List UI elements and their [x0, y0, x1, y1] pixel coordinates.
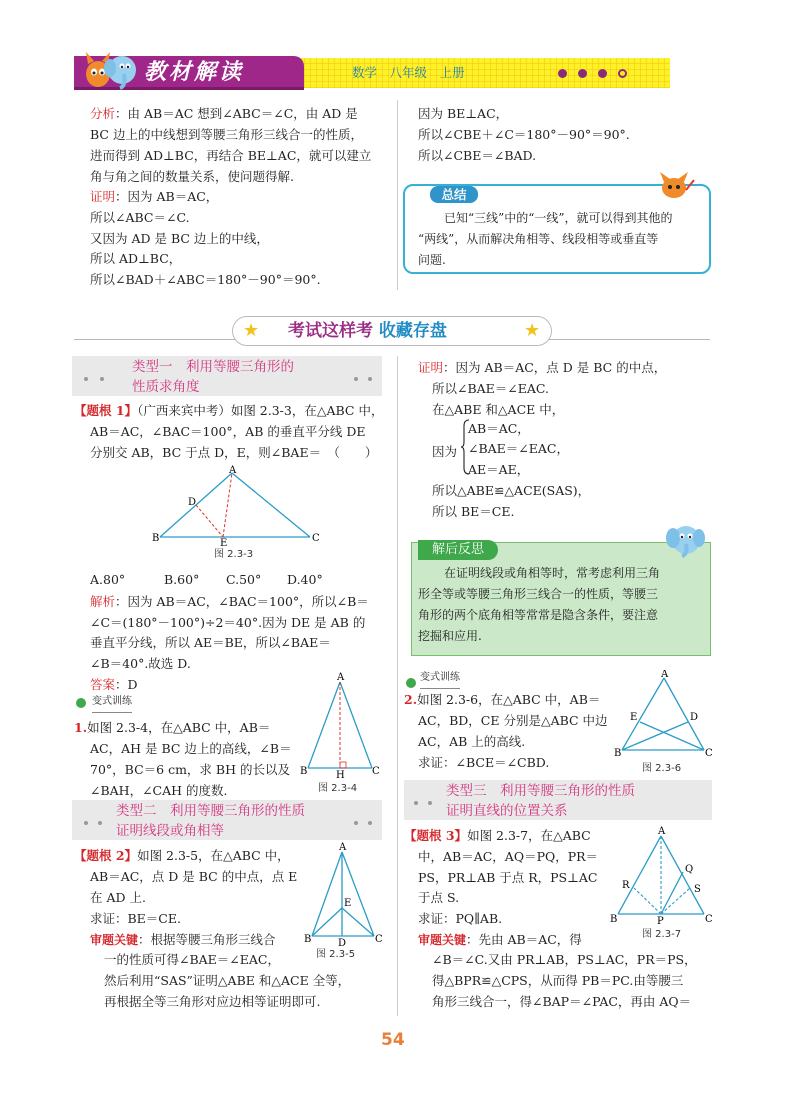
analysis-line: 角与角之间的数量关系，使问题得解.	[90, 169, 294, 184]
proof-line: 所以∠BAD＋∠ABC＝180°－90°＝90°.	[90, 272, 321, 287]
q1-analysis-line: 解析：因为 AB＝AC，∠BAC＝100°，所以∠B＝	[90, 594, 369, 609]
svg-text:S: S	[694, 884, 701, 895]
header-dot	[368, 821, 372, 825]
proof-line: 证明：因为 AB＝AC，	[90, 189, 219, 204]
q3-line: PS，PR⊥AB 于点 R，PS⊥AC	[418, 870, 598, 885]
var2-line: AC，AB 上的高线.	[418, 734, 526, 749]
reflection-line: 在证明线段或角相等时，常考虑利用三角	[444, 566, 661, 580]
proof-line: 又因为 AD 是 BC 边上的中线，	[90, 231, 269, 246]
header-dot	[98, 821, 102, 825]
header-term: 上册	[439, 65, 465, 80]
q3-key-line: 审题关键：先由 AB＝AC，得	[418, 932, 582, 947]
header-dot	[84, 821, 88, 825]
svg-text:P: P	[657, 916, 664, 927]
q3-key-line: 角形三线合一，得∠BAP＝∠PAC，再由 AQ＝	[432, 994, 692, 1009]
svg-text:C: C	[705, 914, 713, 925]
analysis-line: BC 边上的中线想到等腰三角形三线合一的性质，	[90, 127, 363, 142]
var1-line: 70°，BC＝6 cm，求 BH 的长以及	[90, 762, 290, 777]
figure-2-3-3	[150, 465, 320, 547]
figure-caption: 图 2.3-7	[642, 929, 682, 940]
summary-line: 问题.	[418, 253, 446, 267]
proof2-line: 在△ABE 和△ACE 中，	[432, 402, 565, 417]
proof-line: 所以∠CBE＋∠C＝180°－90°＝90°.	[418, 127, 630, 142]
q3-key-line: 得△BPR≌△CPS，从而得 PB＝PC.由等腰三	[432, 973, 684, 988]
q1-line: 【题根 1】（广西来宾中考）如图 2.3-3，在△ABC 中，	[74, 403, 384, 418]
brace-line: AE＝AE，	[468, 462, 530, 477]
q2-line: 求证：BE＝CE.	[90, 911, 181, 926]
proof2-line: 证明：因为 AB＝AC，点 D 是 BC 的中点，	[418, 360, 667, 375]
header-dot-outline	[618, 69, 627, 78]
section-title-left: 考试这样考	[288, 321, 373, 341]
svg-text:B: B	[614, 748, 622, 759]
header-dot	[598, 69, 607, 78]
q1-answer: 答案：D	[90, 677, 138, 692]
var2-line: 求证：∠BCE＝∠CBD.	[418, 755, 550, 770]
figure-caption: 图 2.3-6	[642, 763, 682, 774]
var2-line: AC，BD，CE 分别是△ABC 中边	[418, 713, 608, 728]
column-divider	[397, 100, 398, 290]
header-title: 教材解读	[144, 60, 245, 85]
q2-key-line: 再根据全等三角形对应边相等证明即可.	[104, 994, 321, 1009]
svg-text:C: C	[705, 748, 713, 759]
svg-text:A: A	[658, 826, 666, 837]
q1-analysis-line: 垂直平分线，所以 AE＝BE，所以∠BAE＝	[90, 635, 331, 650]
var2-line: 2.如图 2.3-6，在△ABC 中，AB＝	[404, 692, 601, 707]
q3-key-line: ∠B＝∠C.又由 PR⊥AB，PS⊥AC，PR＝PS，	[432, 952, 697, 967]
q1-option-a: A.80°	[90, 572, 126, 587]
header-dot	[414, 801, 418, 805]
svg-text:E: E	[630, 712, 638, 723]
proof-line: 所以∠CBE＝∠BAD.	[418, 148, 537, 163]
figure-2-3-7	[606, 826, 716, 928]
svg-text:Q: Q	[685, 864, 694, 875]
type1-title-2: 性质求角度	[132, 379, 200, 395]
var1-line: 1.如图 2.3-4，在△ABC 中，AB＝	[74, 720, 271, 735]
summary-line: “两线”，从而解决角相等、线段相等或垂直等	[418, 232, 659, 246]
svg-text:H: H	[336, 770, 345, 781]
figure-2-3-6	[612, 670, 716, 762]
fox-mascot-icon	[652, 168, 696, 200]
q2-line: AB＝AC，点 D 是 BC 的中点，点 E	[90, 869, 298, 884]
summary-tag: 总结	[430, 186, 478, 203]
analysis-line: 分析：由 AB＝AC 想到∠ABC＝∠C，由 AD 是	[90, 106, 358, 121]
reflection-line: 角形的两个底角相等常常是隐含条件，要注意	[418, 608, 659, 622]
header-grade: 八年级	[389, 65, 428, 80]
proof-line: 所以 AD⊥BC，	[90, 251, 182, 266]
header-dot	[84, 377, 88, 381]
q2-key-line: 然后利用“SAS”证明△ABE 和△ACE 全等，	[104, 973, 351, 988]
elephant-mascot-icon	[664, 522, 706, 558]
mascot-icon	[80, 46, 142, 92]
variant-leaf-icon	[76, 698, 86, 708]
svg-text:A: A	[229, 465, 237, 476]
svg-text:D: D	[338, 938, 347, 948]
proof2-because: 因为	[432, 444, 458, 459]
svg-text:R: R	[622, 880, 630, 891]
svg-text:C: C	[312, 533, 320, 544]
svg-text:A: A	[339, 842, 347, 853]
var1-line: ∠BAH，∠CAH 的度数.	[90, 783, 228, 798]
brace-line: ∠BAE＝∠EAC，	[468, 441, 570, 456]
q1-option-c: C.50°	[226, 572, 262, 587]
type2-title-2: 证明线段或角相等	[116, 823, 224, 839]
header-subject: 数学	[352, 65, 378, 80]
q1-analysis-line: ∠B＝40°.故选 D.	[90, 656, 191, 671]
header-dot	[368, 377, 372, 381]
q3-line: 中，AB＝AC，AQ＝PQ，PR＝	[418, 849, 599, 864]
svg-text:B: B	[152, 533, 160, 544]
analysis-line: 进而得到 AD⊥BC，再结合 BE⊥AC，就可以建立	[90, 148, 372, 163]
q2-key-line: 审题关键：根据等腰三角形三线合	[90, 932, 276, 947]
figure-2-3-5	[304, 842, 384, 948]
svg-text:A: A	[337, 672, 345, 683]
variant-leaf-icon	[406, 678, 416, 688]
figure-2-3-4	[300, 672, 380, 782]
svg-text:D: D	[690, 712, 699, 723]
type3-title-1: 类型三 利用等腰三角形的性质	[446, 783, 635, 799]
svg-text:E: E	[220, 538, 228, 547]
header-dot	[558, 69, 567, 78]
svg-text:A: A	[661, 670, 669, 680]
brace-line: AB＝AC，	[468, 421, 530, 436]
type1-title-1: 类型一 利用等腰三角形的	[132, 359, 294, 375]
reflection-line: 形全等或等腰三角形三线合一的性质，等腰三	[418, 587, 659, 601]
header-banner-bg	[262, 58, 670, 88]
header-dot	[354, 377, 358, 381]
section-title-right: 收藏存盘	[378, 321, 447, 341]
q3-line: 求证：PQ∥AB.	[418, 911, 503, 926]
q1-option-d: D.40°	[287, 572, 323, 587]
svg-text:B: B	[610, 914, 618, 925]
star-icon: ★	[524, 320, 541, 341]
var1-line: AC，AH 是 BC 边上的高线，∠B＝	[90, 741, 292, 756]
q1-line: 分别交 AB，BC 于点 D，E，则∠BAE＝ （ ）	[90, 445, 378, 460]
figure-caption: 图 2.3-3	[214, 549, 254, 560]
q3-line: 于点 S.	[418, 890, 460, 905]
type2-title-1: 类型二 利用等腰三角形的性质	[116, 803, 305, 819]
proof2-line: 所以△ABE≌△ACE(SAS)，	[432, 483, 591, 498]
q1-option-b: B.60°	[164, 572, 200, 587]
header-dot	[428, 801, 432, 805]
svg-text:B: B	[304, 934, 312, 945]
header-subject-line	[352, 64, 465, 82]
q2-line: 在 AD 上.	[90, 890, 146, 905]
q3-line: 【题根 3】如图 2.3-7，在△ABC	[404, 828, 591, 843]
variant-tag: 变式训练	[92, 692, 132, 713]
page-number: 54	[381, 1030, 405, 1050]
variant-tag: 变式训练	[420, 668, 460, 689]
svg-text:B: B	[300, 766, 308, 777]
proof2-line: 所以∠BAE＝∠EAC.	[432, 381, 550, 396]
header-dot	[578, 69, 587, 78]
svg-text:C: C	[372, 766, 380, 777]
proof-line: 所以∠ABC＝∠C.	[90, 210, 190, 225]
header-dot	[100, 377, 104, 381]
section-title	[288, 318, 447, 344]
proof-line: 因为 BE⊥AC，	[418, 106, 509, 121]
svg-text:E: E	[344, 898, 352, 909]
q1-analysis-line: ∠C＝(180°－100°)÷2＝40°.因为 DE 是 AB 的	[90, 615, 366, 630]
reflection-tag: 解后反思	[418, 540, 498, 560]
star-icon: ★	[243, 320, 260, 341]
proof2-line: 所以 BE＝CE.	[432, 504, 515, 519]
reflection-line: 挖掘和应用.	[418, 629, 482, 643]
summary-line: 已知“三线”中的“一线”，就可以得到其他的	[444, 211, 673, 225]
svg-text:C: C	[375, 934, 383, 945]
type3-title-2: 证明直线的位置关系	[446, 803, 568, 819]
header-dot	[354, 821, 358, 825]
svg-text:D: D	[188, 497, 197, 508]
q2-key-line: 一的性质可得∠BAE＝∠EAC，	[104, 952, 281, 967]
q2-line: 【题根 2】如图 2.3-5，在△ABC 中，	[74, 848, 290, 863]
q1-line: AB＝AC，∠BAC＝100°，AB 的垂直平分线 DE	[90, 424, 366, 439]
column-divider	[397, 356, 398, 1016]
figure-caption: 图 2.3-4	[318, 783, 358, 794]
figure-caption: 图 2.3-5	[316, 949, 356, 960]
